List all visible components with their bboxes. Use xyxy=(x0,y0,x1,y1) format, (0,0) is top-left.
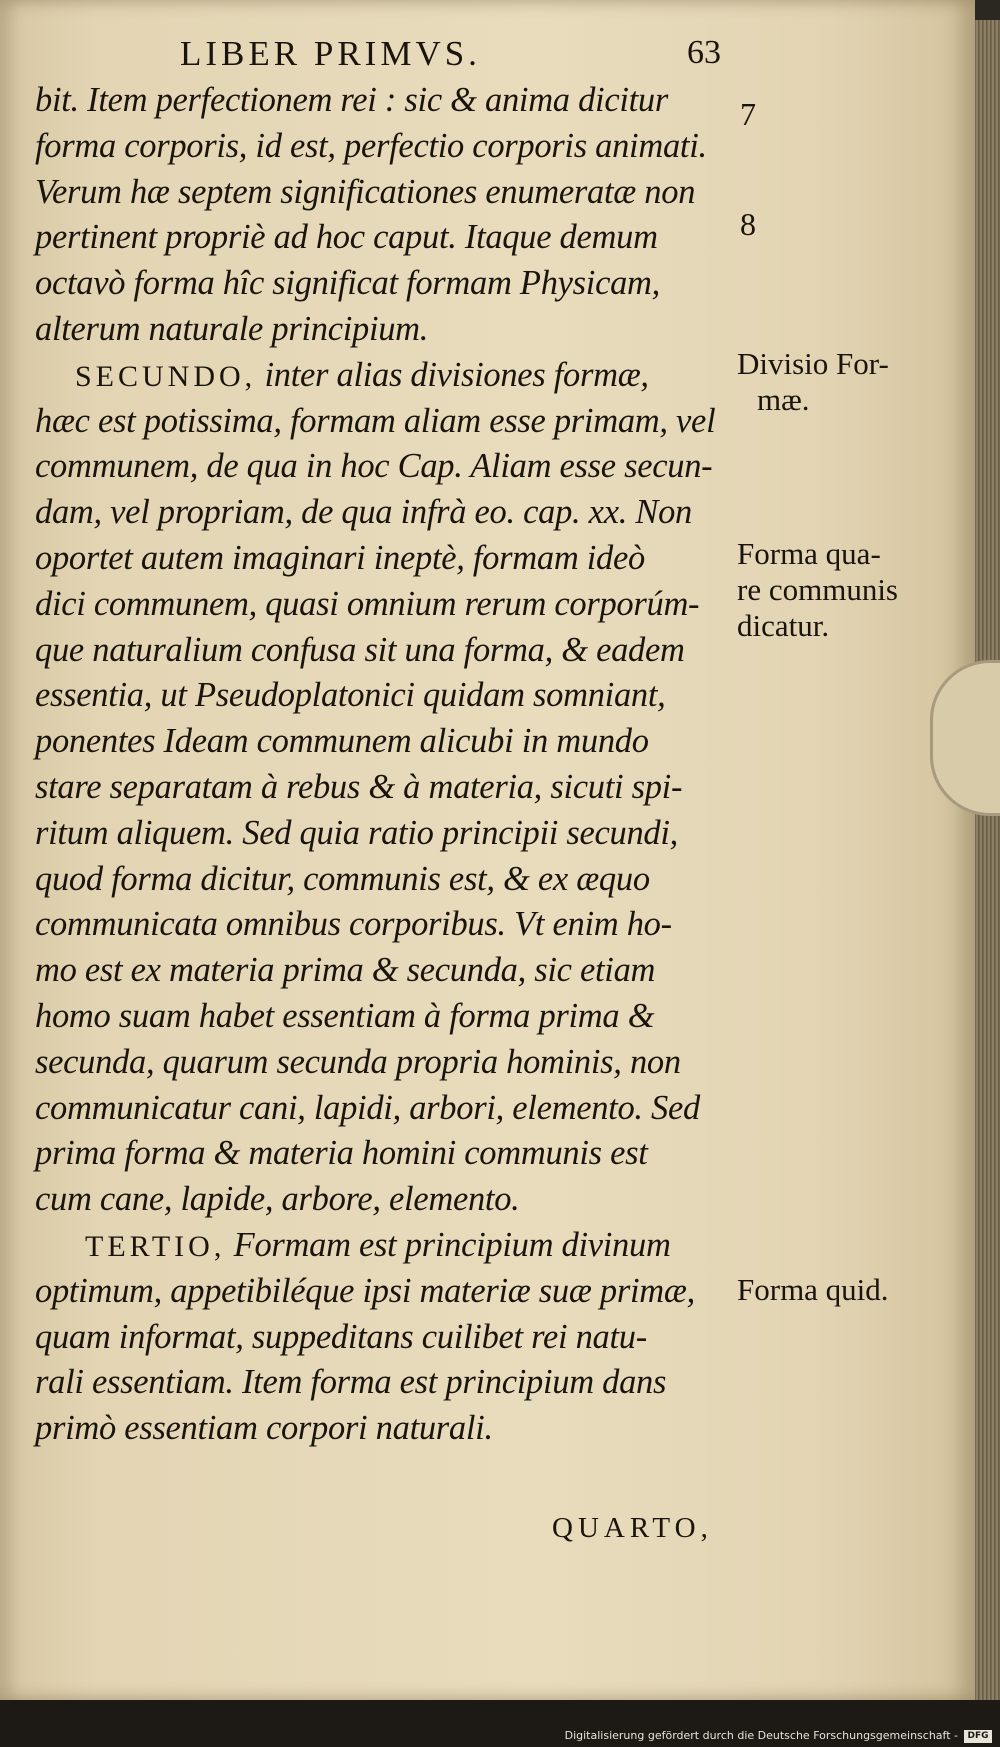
text-line: cum cane, lapide, arbore, elemento. xyxy=(35,1180,520,1219)
text-line-secundo xyxy=(35,353,735,399)
footer-bar xyxy=(0,1700,1000,1747)
margin-note-quid xyxy=(737,1272,889,1308)
text-line-tertio xyxy=(35,1223,735,1269)
main-text xyxy=(35,78,735,1452)
text-line: homo suam habet essentiam à forma prima & xyxy=(35,996,655,1035)
margin-number-8: 8 xyxy=(740,206,756,242)
text-line: alterum naturale principium. xyxy=(35,309,429,348)
text-line: primò essentiam corpori naturali. xyxy=(35,1409,493,1448)
text-fragment: inter alias divisiones formæ, xyxy=(264,355,649,394)
text-line: forma corporis, id est, perfectio corporis animati. xyxy=(35,126,707,165)
text-line: dici communem, quasi omnium rerum corporúm- xyxy=(35,584,700,623)
margin-number-7: 7 xyxy=(740,96,756,132)
text-line: octavò forma hîc significat formam Physicam, xyxy=(35,264,660,303)
margin-note-line: Divisio For- xyxy=(737,346,889,381)
text-line: secunda, quarum secunda propria hominis, non xyxy=(35,1042,681,1081)
small-caps-tertio: TERTIO, xyxy=(85,1229,226,1263)
margin-note-divisio xyxy=(737,346,889,418)
text-line: hæc est potissima, formam aliam esse primam, vel xyxy=(35,401,716,440)
catchword: QUARTO, xyxy=(552,1512,713,1544)
text-line: quam informat, suppeditans cuilibet rei natu- xyxy=(35,1317,647,1356)
text-line: communem, de qua in hoc Cap. Aliam esse secun- xyxy=(35,447,713,486)
text-line: prima forma & materia homini communis est xyxy=(35,1134,648,1173)
margin-note-line: re communis xyxy=(737,572,898,607)
text-line: pertinent propriè ad hoc caput. Itaque demum xyxy=(35,218,658,257)
margin-note-line: dicatur. xyxy=(737,608,830,643)
text-line: mo est ex materia prima & secunda, sic etiam xyxy=(35,951,656,990)
text-line: stare separatam à rebus & à materia, sicuti spi- xyxy=(35,767,683,806)
page-edge xyxy=(975,20,1000,1710)
page-number: 63 xyxy=(687,34,721,71)
small-caps-secundo: SECUNDO, xyxy=(75,359,257,393)
margin-note-line: Forma qua- xyxy=(737,536,881,571)
text-line: ponentes Ideam communem alicubi in mundo xyxy=(35,722,649,761)
running-head: LIBER PRIMVS. xyxy=(180,34,481,73)
margin-note-line: Forma quid. xyxy=(737,1272,889,1307)
text-line: communicatur cani, lapidi, arbori, elemento. Sed xyxy=(35,1088,700,1127)
footer-credit: Digitalisierung gefördert durch die Deutsche Forschungsgemeinschaft - xyxy=(564,1729,958,1742)
text-line: bit. Item perfectionem rei : sic & anima dicitur xyxy=(35,81,668,119)
text-fragment: Formam est principium divinum xyxy=(233,1225,671,1264)
margin-note-line: mæ. xyxy=(757,382,810,417)
margin-note-communis xyxy=(737,536,898,644)
text-line: dam, vel propriam, de qua infrà eo. cap. xx. Non xyxy=(35,493,692,532)
text-line: rali essentiam. Item forma est principium dans xyxy=(35,1363,667,1402)
text-line: quod forma dicitur, communis est, & ex æquo xyxy=(35,859,650,898)
text-line: communicata omnibus corporibus. Vt enim ho- xyxy=(35,905,672,944)
text-line: essentia, ut Pseudoplatonici quidam somniant, xyxy=(35,676,666,715)
text-line: ritum aliquem. Sed quia ratio principii secundi, xyxy=(35,813,678,852)
text-line: oportet autem imaginari ineptè, formam ideò xyxy=(35,538,645,577)
dfg-logo-icon: DFG xyxy=(964,1730,992,1743)
text-line: Verum hæ septem significationes enumeratæ non xyxy=(35,172,696,211)
text-line: optimum, appetibiléque ipsi materiæ suæ primæ, xyxy=(35,1271,695,1310)
show-through xyxy=(770,98,777,132)
text-line: que naturalium confusa sit una forma, & eadem xyxy=(35,630,685,669)
